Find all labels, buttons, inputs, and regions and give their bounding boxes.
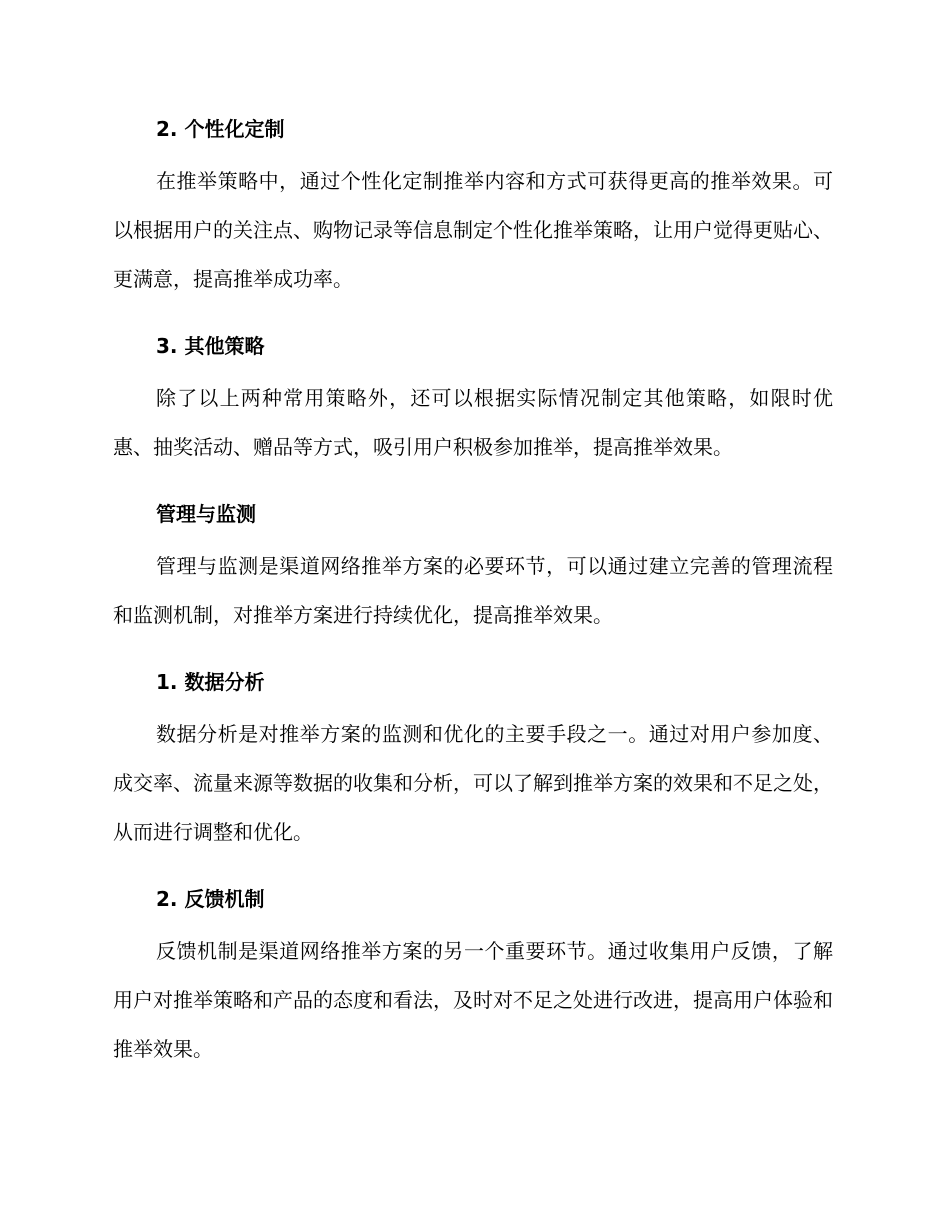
section-paragraph-management-monitoring: 管理与监测是渠道网络推举方案的必要环节，可以通过建立完善的管理流程和监测机制，对推举方案进行持续优化，提高推举效果。	[113, 554, 833, 627]
section-paragraph-personalization: 在推举策略中，通过个性化定制推举内容和方式可获得更高的推举效果。可以根据用户的关注点、购物记录等信息制定个性化推举策略，让用户觉得更贴心、更满意，提高推举成功率。	[113, 169, 833, 291]
section-heading-feedback: 2. 反馈机制	[156, 887, 265, 911]
section-heading-other-strategies: 3. 其他策略	[156, 334, 265, 358]
section-paragraph-data-analysis: 数据分析是对推举方案的监测和优化的主要手段之一。通过对用户参加度、成交率、流量来源等数据的收集和分析，可以了解到推举方案的效果和不足之处，从而进行调整和优化。	[113, 722, 833, 844]
document-body	[113, 111, 833, 1074]
section-paragraph-other-strategies: 除了以上两种常用策略外，还可以根据实际情况制定其他策略，如限时优惠、抽奖活动、赠品等方式，吸引用户积极参加推举，提高推举效果。	[113, 386, 833, 459]
section-heading-management-monitoring: 管理与监测	[156, 502, 256, 526]
section-heading-personalization: 2. 个性化定制	[156, 117, 285, 141]
section-paragraph-feedback: 反馈机制是渠道网络推举方案的另一个重要环节。通过收集用户反馈，了解用户对推举策略和产品的态度和看法，及时对不足之处进行改进，提高用户体验和推举效果。	[113, 939, 833, 1061]
section-heading-data-analysis: 1. 数据分析	[156, 670, 265, 694]
